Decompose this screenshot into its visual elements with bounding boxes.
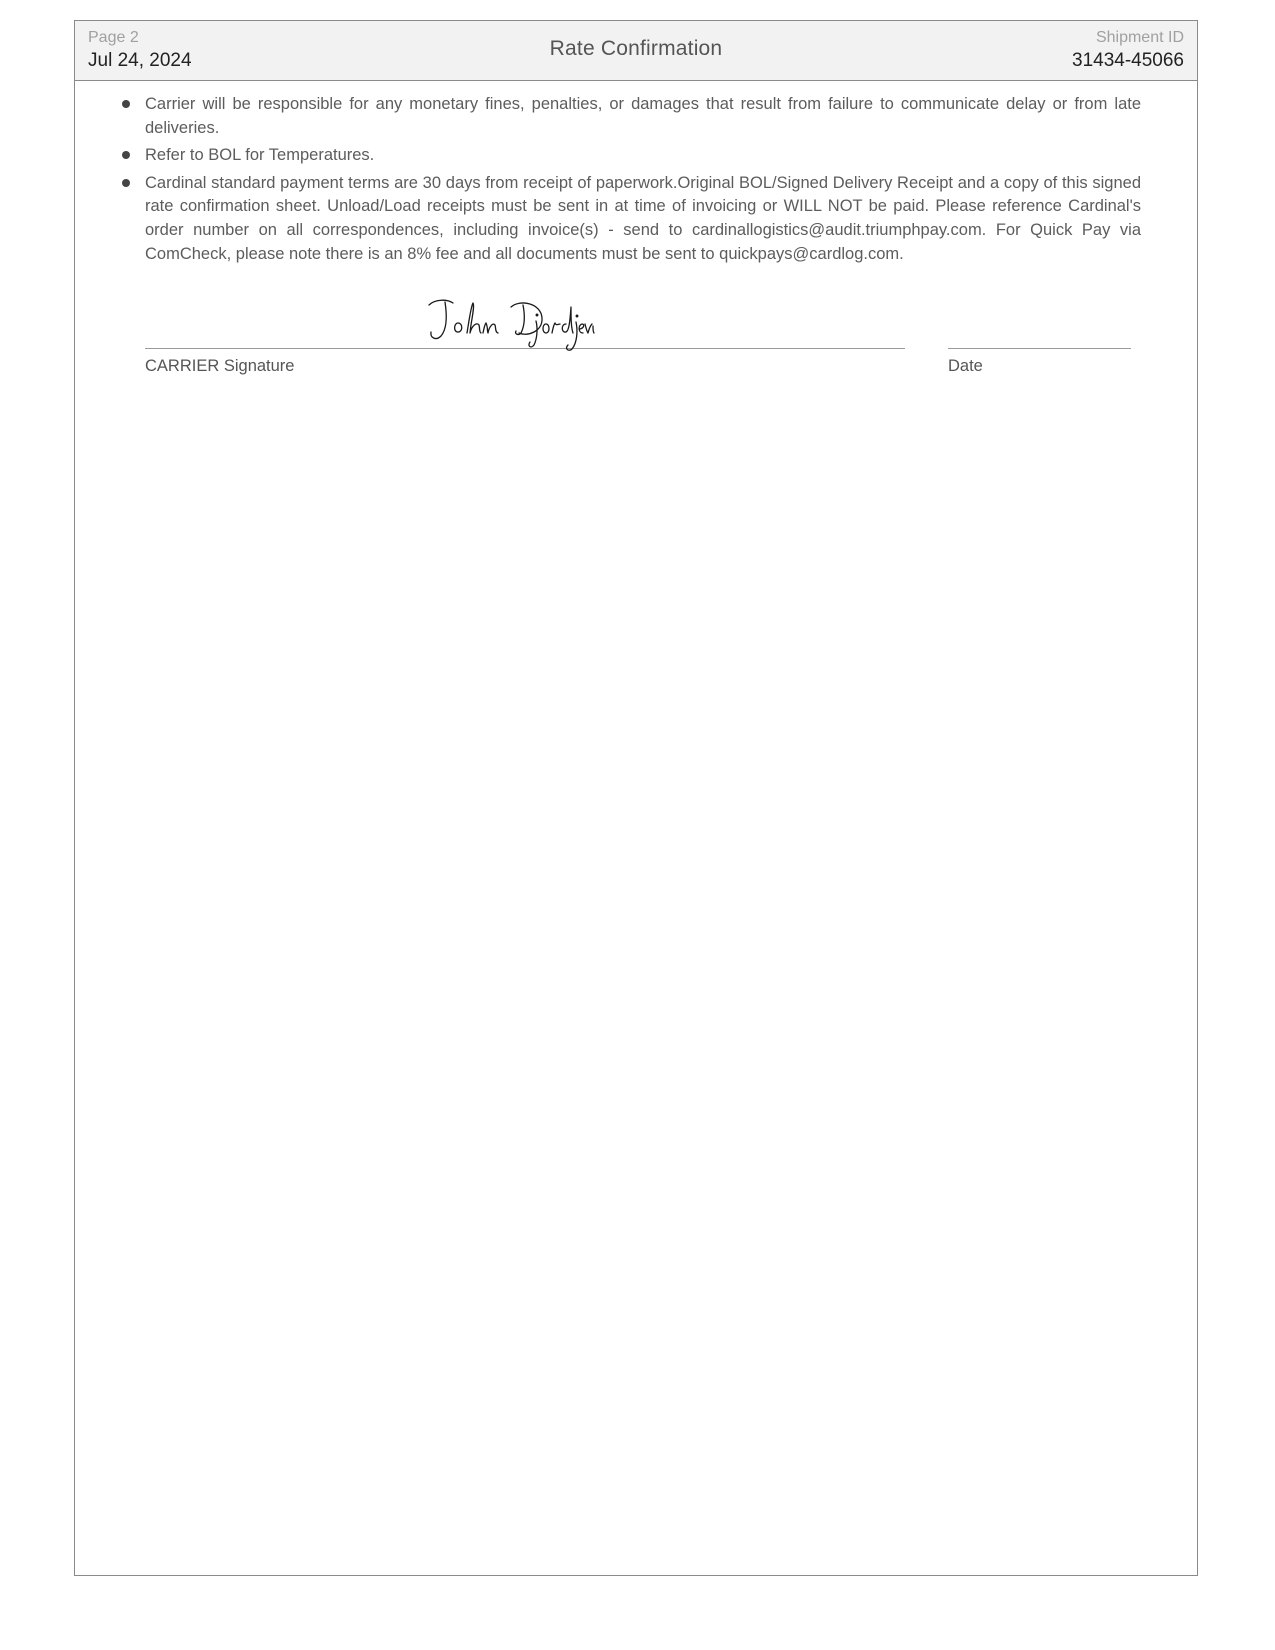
page-header [75,21,1197,81]
term-text: Cardinal standard payment terms are 30 days from receipt of paperwork.Original BOL/Signed Delivery Receipt and a copy of this signed rate confirmation sheet. Unload/Load receipts must be sent in at time of invoicing or WILL NOT be paid. Please reference Cardinal's order number on all correspondences, including invoice(s) - send to cardinallogistics@audit.triumphpay.com. For Quick Pay via ComCheck, please note there is an 8% fee and all documents must be sent to quickpays@cardlog.com. [145,173,1141,263]
page-number: Page 2 [88,29,139,46]
bullet-icon [122,151,130,159]
document-date: Jul 24, 2024 [88,50,192,71]
header-right [1072,29,1184,74]
date-line [948,348,1131,349]
term-item-fines [119,93,1141,140]
carrier-signature-block [145,291,905,375]
terms-list [119,93,1141,270]
carrier-signature-label: CARRIER Signature [145,357,295,375]
term-text: Carrier will be responsible for any monetary fines, penalties, or damages that result from failure to communicate delay or from late deliveries. [145,95,1141,137]
page-title: Rate Confirmation [549,37,723,60]
term-item-payment [119,172,1141,266]
term-text: Refer to BOL for Temperatures. [145,146,375,165]
handwritten-signature [425,291,595,361]
bullet-icon [122,100,130,108]
date-label: Date [948,357,983,375]
date-signature-block [948,291,1131,375]
shipment-id-label: Shipment ID [1095,29,1184,46]
shipment-id-value: 31434-45066 [1072,50,1184,71]
term-item-temperatures [119,144,1141,168]
bullet-icon [122,179,130,187]
document-page [74,20,1198,1576]
